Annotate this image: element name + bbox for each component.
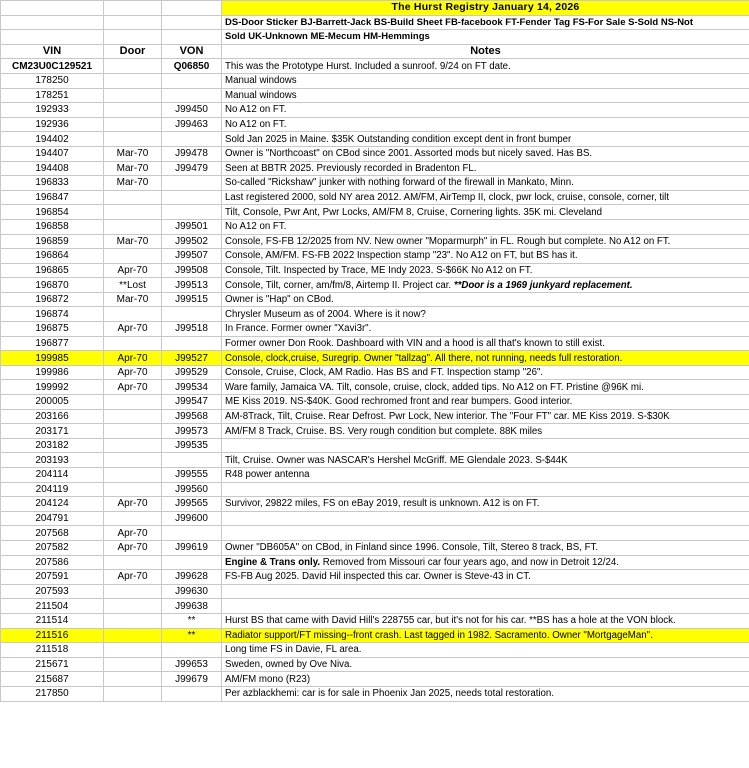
cell-notes: FS-FB Aug 2025. David Hil inspected this car. Owner is Steve-43 in CT. — [222, 570, 749, 585]
cell-von — [162, 132, 222, 147]
cell-door — [104, 584, 162, 599]
cell-von: J99518 — [162, 322, 222, 337]
cell-notes: Hurst BS that came with David Hill's 228755 car, but it's not for his car. **BS has a hole at the VON block. — [222, 613, 749, 628]
cell-vin: 178250 — [1, 73, 104, 88]
legend2-spacer-3 — [162, 30, 222, 45]
cell-vin: 215687 — [1, 672, 104, 687]
cell-vin: 204124 — [1, 497, 104, 512]
table-row — [1, 628, 749, 643]
cell-notes — [222, 526, 749, 541]
cell-vin: 196874 — [1, 307, 104, 322]
cell-door: Mar-70 — [104, 161, 162, 176]
notes-emphasis: **Door is a 1969 junkyard replacement. — [453, 279, 633, 291]
cell-vin: 196865 — [1, 263, 104, 278]
cell-vin: 199992 — [1, 380, 104, 395]
cell-notes: Sweden, owned by Ove Niva. — [222, 657, 749, 672]
cell-door — [104, 482, 162, 497]
cell-vin: 215671 — [1, 657, 104, 672]
cell-vin: 196858 — [1, 219, 104, 234]
legend-row-2 — [1, 30, 749, 45]
cell-vin: 207591 — [1, 570, 104, 585]
cell-door — [104, 103, 162, 118]
table-row — [1, 497, 749, 512]
table-row — [1, 380, 749, 395]
table-row — [1, 453, 749, 468]
cell-notes: Tilt, Cruise. Owner was NASCAR's Hershel McGriff. ME Glendale 2023. S-$44K — [222, 453, 749, 468]
cell-vin: 196875 — [1, 322, 104, 337]
table-row — [1, 351, 749, 366]
cell-notes: In France. Former owner "Xavi3r". — [222, 322, 749, 337]
table-row — [1, 409, 749, 424]
cell-vin: 199986 — [1, 365, 104, 380]
cell-notes: No A12 on FT. — [222, 219, 749, 234]
table-row — [1, 278, 749, 293]
cell-von: J99515 — [162, 292, 222, 307]
cell-vin: 211516 — [1, 628, 104, 643]
cell-von: J99450 — [162, 103, 222, 118]
legend2-spacer-1 — [1, 30, 104, 45]
cell-von: J99568 — [162, 409, 222, 424]
cell-notes: Survivor, 29822 miles, FS on eBay 2019, result is unknown. A12 is on FT. — [222, 497, 749, 512]
cell-von: J99630 — [162, 584, 222, 599]
cell-door — [104, 555, 162, 570]
cell-vin: 211504 — [1, 599, 104, 614]
cell-von — [162, 73, 222, 88]
cell-vin: 204119 — [1, 482, 104, 497]
cell-door: Apr-70 — [104, 540, 162, 555]
cell-notes: Last registered 2000, sold NY area 2012. AM/FM, AirTemp II, clock, pwr lock, cruise, console, corner, tilt — [222, 190, 749, 205]
cell-door: Apr-70 — [104, 570, 162, 585]
cell-vin: 196833 — [1, 176, 104, 191]
cell-notes: Owner "DB605A" on CBod, in Finland since 1996. Console, Tilt, Stereo 8 track, BS, FT. — [222, 540, 749, 555]
table-row — [1, 249, 749, 264]
column-header-notes: Notes — [222, 44, 749, 59]
table-row — [1, 672, 749, 687]
cell-von: ** — [162, 613, 222, 628]
table-row — [1, 686, 749, 701]
cell-notes: This was the Prototype Hurst. Included a sunroof. 9/24 on FT date. — [222, 59, 749, 74]
cell-door — [104, 88, 162, 103]
table-row — [1, 643, 749, 658]
cell-notes — [222, 482, 749, 497]
table-row — [1, 307, 749, 322]
cell-vin: 194402 — [1, 132, 104, 147]
cell-door: Apr-70 — [104, 365, 162, 380]
table-row — [1, 395, 749, 410]
table-row — [1, 88, 749, 103]
cell-notes: No A12 on FT. — [222, 103, 749, 118]
cell-door — [104, 395, 162, 410]
cell-notes: Sold Jan 2025 in Maine. $35K Outstanding condition except dent in front bumper — [222, 132, 749, 147]
cell-von: J99529 — [162, 365, 222, 380]
cell-vin: 178251 — [1, 88, 104, 103]
table-row — [1, 132, 749, 147]
table-row — [1, 540, 749, 555]
cell-vin: 207586 — [1, 555, 104, 570]
cell-von: ** — [162, 628, 222, 643]
cell-vin: 204114 — [1, 468, 104, 483]
cell-door — [104, 190, 162, 205]
table-row — [1, 103, 749, 118]
cell-vin: 192936 — [1, 117, 104, 132]
column-header-door: Door — [104, 44, 162, 59]
cell-von — [162, 555, 222, 570]
table-row — [1, 613, 749, 628]
cell-von: J99507 — [162, 249, 222, 264]
cell-door — [104, 628, 162, 643]
cell-von — [162, 205, 222, 220]
legend1-spacer-1 — [1, 15, 104, 30]
cell-notes: Console, AM/FM. FS-FB 2022 Inspection stamp "23". No A12 on FT, but BS has it. — [222, 249, 749, 264]
cell-door — [104, 409, 162, 424]
cell-door — [104, 249, 162, 264]
cell-door — [104, 219, 162, 234]
cell-von: J99628 — [162, 570, 222, 585]
cell-vin: 194407 — [1, 146, 104, 161]
cell-vin: 196859 — [1, 234, 104, 249]
cell-door — [104, 453, 162, 468]
cell-door — [104, 117, 162, 132]
legend-row-1 — [1, 15, 749, 30]
cell-door: Mar-70 — [104, 146, 162, 161]
cell-von: J99600 — [162, 511, 222, 526]
cell-von: J99478 — [162, 146, 222, 161]
cell-von — [162, 526, 222, 541]
legend1-spacer-2 — [104, 15, 162, 30]
cell-von — [162, 453, 222, 468]
table-row — [1, 511, 749, 526]
notes-emphasis: Engine & Trans only. — [225, 556, 321, 568]
table-row — [1, 322, 749, 337]
cell-vin: 203171 — [1, 424, 104, 439]
table-row — [1, 424, 749, 439]
cell-von: Q06850 — [162, 59, 222, 74]
table-row — [1, 468, 749, 483]
cell-vin: 196864 — [1, 249, 104, 264]
cell-vin: 204791 — [1, 511, 104, 526]
cell-notes: Console, FS-FB 12/2025 from NV. New owner "Moparmurph" in FL. Rough but complete. No A12 on FT. — [222, 234, 749, 249]
cell-notes: AM-8Track, Tilt, Cruise. Rear Defrost. Pwr Lock, New interior. The "Four FT" car. ME Kiss 2019. S-$30K — [222, 409, 749, 424]
legend-line-2: Sold UK-Unknown ME-Mecum HM-Hemmings — [222, 30, 749, 45]
cell-notes: Console, Tilt. Inspected by Trace, ME Indy 2023. S-$66K No A12 on FT. — [222, 263, 749, 278]
cell-von: J99534 — [162, 380, 222, 395]
cell-door — [104, 73, 162, 88]
cell-door — [104, 336, 162, 351]
cell-vin: 207582 — [1, 540, 104, 555]
cell-vin: 217850 — [1, 686, 104, 701]
cell-door: Apr-70 — [104, 497, 162, 512]
cell-door: Apr-70 — [104, 351, 162, 366]
cell-vin: 207593 — [1, 584, 104, 599]
cell-notes: Console, Cruise, Clock, AM Radio. Has BS and FT. Inspection stamp "26". — [222, 365, 749, 380]
cell-notes: AM/FM 8 Track, Cruise. BS. Very rough condition but complete. 88K miles — [222, 424, 749, 439]
cell-notes: Tilt, Console, Pwr Ant, Pwr Locks, AM/FM 8, Cruise, Cornering lights. 35K mi. Cleveland — [222, 205, 749, 220]
legend2-spacer-2 — [104, 30, 162, 45]
cell-notes: ME Kiss 2019. NS-$40K. Good rechromed front and rear bumpers. Good interior. — [222, 395, 749, 410]
cell-vin: CM23U0C129521 — [1, 59, 104, 74]
cell-von: J99527 — [162, 351, 222, 366]
cell-von — [162, 307, 222, 322]
cell-door — [104, 468, 162, 483]
cell-vin: 196872 — [1, 292, 104, 307]
cell-notes: Owner is "Hap" on CBod. — [222, 292, 749, 307]
cell-vin: 203166 — [1, 409, 104, 424]
cell-von: J99638 — [162, 599, 222, 614]
cell-von: J99565 — [162, 497, 222, 512]
cell-door — [104, 205, 162, 220]
cell-notes: Per azblackhemi: car is for sale in Phoenix Jan 2025, needs total restoration. — [222, 686, 749, 701]
cell-vin: 196877 — [1, 336, 104, 351]
cell-vin: 211514 — [1, 613, 104, 628]
table-row — [1, 59, 749, 74]
cell-von — [162, 88, 222, 103]
cell-door — [104, 657, 162, 672]
title-row — [1, 1, 749, 16]
cell-notes: Long time FS in Davie, FL area. — [222, 643, 749, 658]
cell-door: Apr-70 — [104, 322, 162, 337]
cell-von: J99479 — [162, 161, 222, 176]
table-row — [1, 365, 749, 380]
cell-von: J99573 — [162, 424, 222, 439]
cell-von — [162, 643, 222, 658]
title-spacer-2 — [104, 1, 162, 16]
cell-vin: 207568 — [1, 526, 104, 541]
table-row — [1, 526, 749, 541]
cell-notes — [222, 584, 749, 599]
cell-notes: Ware family, Jamaica VA. Tilt, console, cruise, clock, added tips. No A12 on FT. Pristine @96K mi. — [222, 380, 749, 395]
legend-line-1: DS-Door Sticker BJ-Barrett-Jack BS-Build Sheet FB-facebook FT-Fender Tag FS-For Sale S-Sold NS-Not — [222, 15, 749, 30]
cell-notes: No A12 on FT. — [222, 117, 749, 132]
cell-vin: 192933 — [1, 103, 104, 118]
column-header-row — [1, 44, 749, 59]
title-spacer-3 — [162, 1, 222, 16]
cell-von: J99535 — [162, 438, 222, 453]
cell-notes: Console, Tilt, corner, am/fm/8, Airtemp II. Project car. **Door is a 1969 junkyard replacement. — [222, 278, 749, 293]
cell-notes — [222, 511, 749, 526]
table-row — [1, 438, 749, 453]
cell-notes: Chrysler Museum as of 2004. Where is it now? — [222, 307, 749, 322]
cell-door — [104, 307, 162, 322]
cell-vin: 194408 — [1, 161, 104, 176]
cell-von — [162, 686, 222, 701]
registry-title: The Hurst Registry January 14, 2026 — [222, 1, 749, 16]
cell-von: J99513 — [162, 278, 222, 293]
cell-notes: Manual windows — [222, 88, 749, 103]
table-row — [1, 657, 749, 672]
cell-notes: Owner is "Northcoast" on CBod since 2001. Assorted mods but nicely saved. Has BS. — [222, 146, 749, 161]
cell-door: **Lost — [104, 278, 162, 293]
cell-notes: AM/FM mono (R23) — [222, 672, 749, 687]
cell-door — [104, 672, 162, 687]
table-row — [1, 73, 749, 88]
cell-von — [162, 176, 222, 191]
cell-vin: 196870 — [1, 278, 104, 293]
cell-notes: Radiator support/FT missing--front crash. Last tagged in 1982. Sacramento. Owner "MortgageMan". — [222, 628, 749, 643]
cell-door — [104, 59, 162, 74]
table-row — [1, 555, 749, 570]
cell-von: J99653 — [162, 657, 222, 672]
cell-notes — [222, 438, 749, 453]
cell-von: J99679 — [162, 672, 222, 687]
cell-door: Apr-70 — [104, 380, 162, 395]
cell-vin: 203193 — [1, 453, 104, 468]
table-row — [1, 570, 749, 585]
legend1-spacer-3 — [162, 15, 222, 30]
cell-von: J99555 — [162, 468, 222, 483]
cell-von: J99502 — [162, 234, 222, 249]
cell-von: J99560 — [162, 482, 222, 497]
table-row — [1, 234, 749, 249]
title-spacer-1 — [1, 1, 104, 16]
cell-door — [104, 686, 162, 701]
cell-vin: 211518 — [1, 643, 104, 658]
cell-notes: Seen at BBTR 2025. Previously recorded in Bradenton FL. — [222, 161, 749, 176]
cell-notes: Former owner Don Rook. Dashboard with VIN and a hood is all that's known to still exist. — [222, 336, 749, 351]
cell-door: Mar-70 — [104, 176, 162, 191]
cell-von: J99463 — [162, 117, 222, 132]
table-row — [1, 584, 749, 599]
table-row — [1, 176, 749, 191]
cell-von — [162, 190, 222, 205]
table-row — [1, 482, 749, 497]
table-row — [1, 146, 749, 161]
cell-vin: 196847 — [1, 190, 104, 205]
cell-notes: R48 power antenna — [222, 468, 749, 483]
table-row — [1, 336, 749, 351]
cell-door: Mar-70 — [104, 292, 162, 307]
column-header-vin: VIN — [1, 44, 104, 59]
cell-von: J99619 — [162, 540, 222, 555]
cell-door — [104, 511, 162, 526]
column-header-von: VON — [162, 44, 222, 59]
cell-door: Apr-70 — [104, 526, 162, 541]
cell-door — [104, 599, 162, 614]
cell-notes: Console, clock,cruise, Suregrip. Owner "tallzag". All there, not running, needs full restoration. — [222, 351, 749, 366]
table-row — [1, 117, 749, 132]
table-row — [1, 263, 749, 278]
cell-door — [104, 613, 162, 628]
table-row — [1, 292, 749, 307]
cell-von: J99508 — [162, 263, 222, 278]
cell-notes: Manual windows — [222, 73, 749, 88]
cell-von: J99547 — [162, 395, 222, 410]
cell-notes: Engine & Trans only. Removed from Missouri car four years ago, and now in Detroit 12/24. — [222, 555, 749, 570]
cell-von — [162, 336, 222, 351]
cell-notes: So-called "Rickshaw" junker with nothing forward of the firewall in Mankato, Minn. — [222, 176, 749, 191]
cell-vin: 203182 — [1, 438, 104, 453]
table-row — [1, 190, 749, 205]
table-row — [1, 161, 749, 176]
cell-door — [104, 424, 162, 439]
table-body — [1, 1, 749, 702]
cell-door: Mar-70 — [104, 234, 162, 249]
cell-von: J99501 — [162, 219, 222, 234]
cell-notes — [222, 599, 749, 614]
cell-vin: 200005 — [1, 395, 104, 410]
table-row — [1, 219, 749, 234]
cell-vin: 199985 — [1, 351, 104, 366]
table-row — [1, 205, 749, 220]
table-row — [1, 599, 749, 614]
cell-door — [104, 438, 162, 453]
cell-door — [104, 643, 162, 658]
cell-door: Apr-70 — [104, 263, 162, 278]
cell-door — [104, 132, 162, 147]
cell-vin: 196854 — [1, 205, 104, 220]
